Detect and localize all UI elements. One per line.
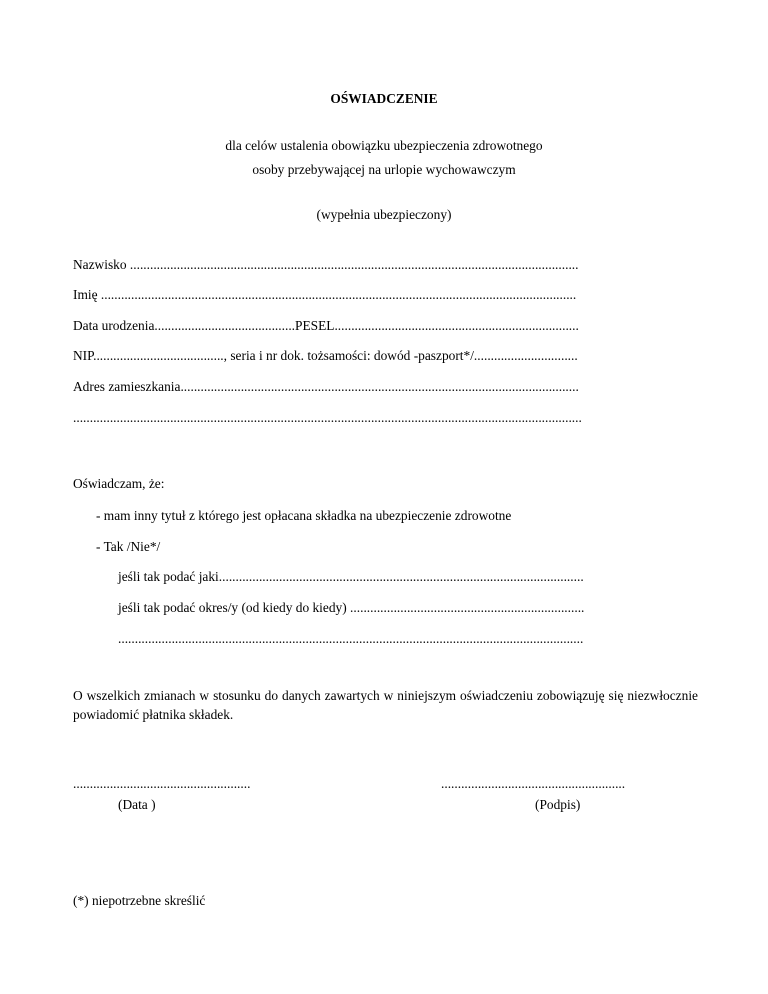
subtitle-line-2: osoby przebywającej na urlopie wychowawczym — [252, 162, 516, 177]
obligation-paragraph: O wszelkich zmianach w stosunku do danych zawartych w niniejszym oświadczeniu zobowiązuję się niezwłocznie powiadomić płatnika składek. — [73, 688, 698, 722]
statement-intro: Oświadczam, że: — [73, 476, 165, 491]
signature-line[interactable]: ....................................................... — [441, 776, 626, 791]
date-label: (Data ) — [118, 797, 156, 812]
nip-id-document-field[interactable]: NIP......................................., seria i nr dok. tożsamości: dowód -paszport*/............................... — [73, 348, 578, 363]
subtitle-line-1: dla celów ustalenia obowiązku ubezpieczenia zdrowotnego — [225, 138, 543, 153]
address-continuation-field[interactable]: ........................................................................................................................................................ — [73, 410, 582, 425]
date-signature-line[interactable]: ..................................................... — [73, 776, 251, 791]
address-field[interactable]: Adres zamieszkania....................................................................................................................... — [73, 379, 579, 394]
specify-what-field[interactable]: jeśli tak podać jaki............................................................................................................. — [118, 569, 584, 584]
first-name-field[interactable]: Imię .............................................................................................................................................. — [73, 287, 577, 302]
signature-label: (Podpis) — [535, 797, 581, 812]
fill-note: (wypełnia ubezpieczony) — [316, 207, 452, 222]
specify-period-field[interactable]: jeśli tak podać okres/y (od kiedy do kiedy) ...................................................................... — [118, 600, 585, 615]
surname-field[interactable]: Nazwisko ...................................................................................................................................... — [73, 257, 579, 272]
statement-item-yes-no[interactable]: - Tak /Nie*/ — [96, 539, 161, 554]
footnote: (*) niepotrzebne skreślić — [73, 893, 206, 908]
specify-continuation-field[interactable]: ........................................................................................................................................... — [118, 631, 584, 646]
birth-date-pesel-field[interactable]: Data urodzenia..........................................PESEL......................................................................... — [73, 318, 579, 333]
document-title: OŚWIADCZENIE — [330, 91, 438, 106]
statement-item-other-title: - mam inny tytuł z którego jest opłacana składka na ubezpieczenie zdrowotne — [96, 508, 512, 523]
